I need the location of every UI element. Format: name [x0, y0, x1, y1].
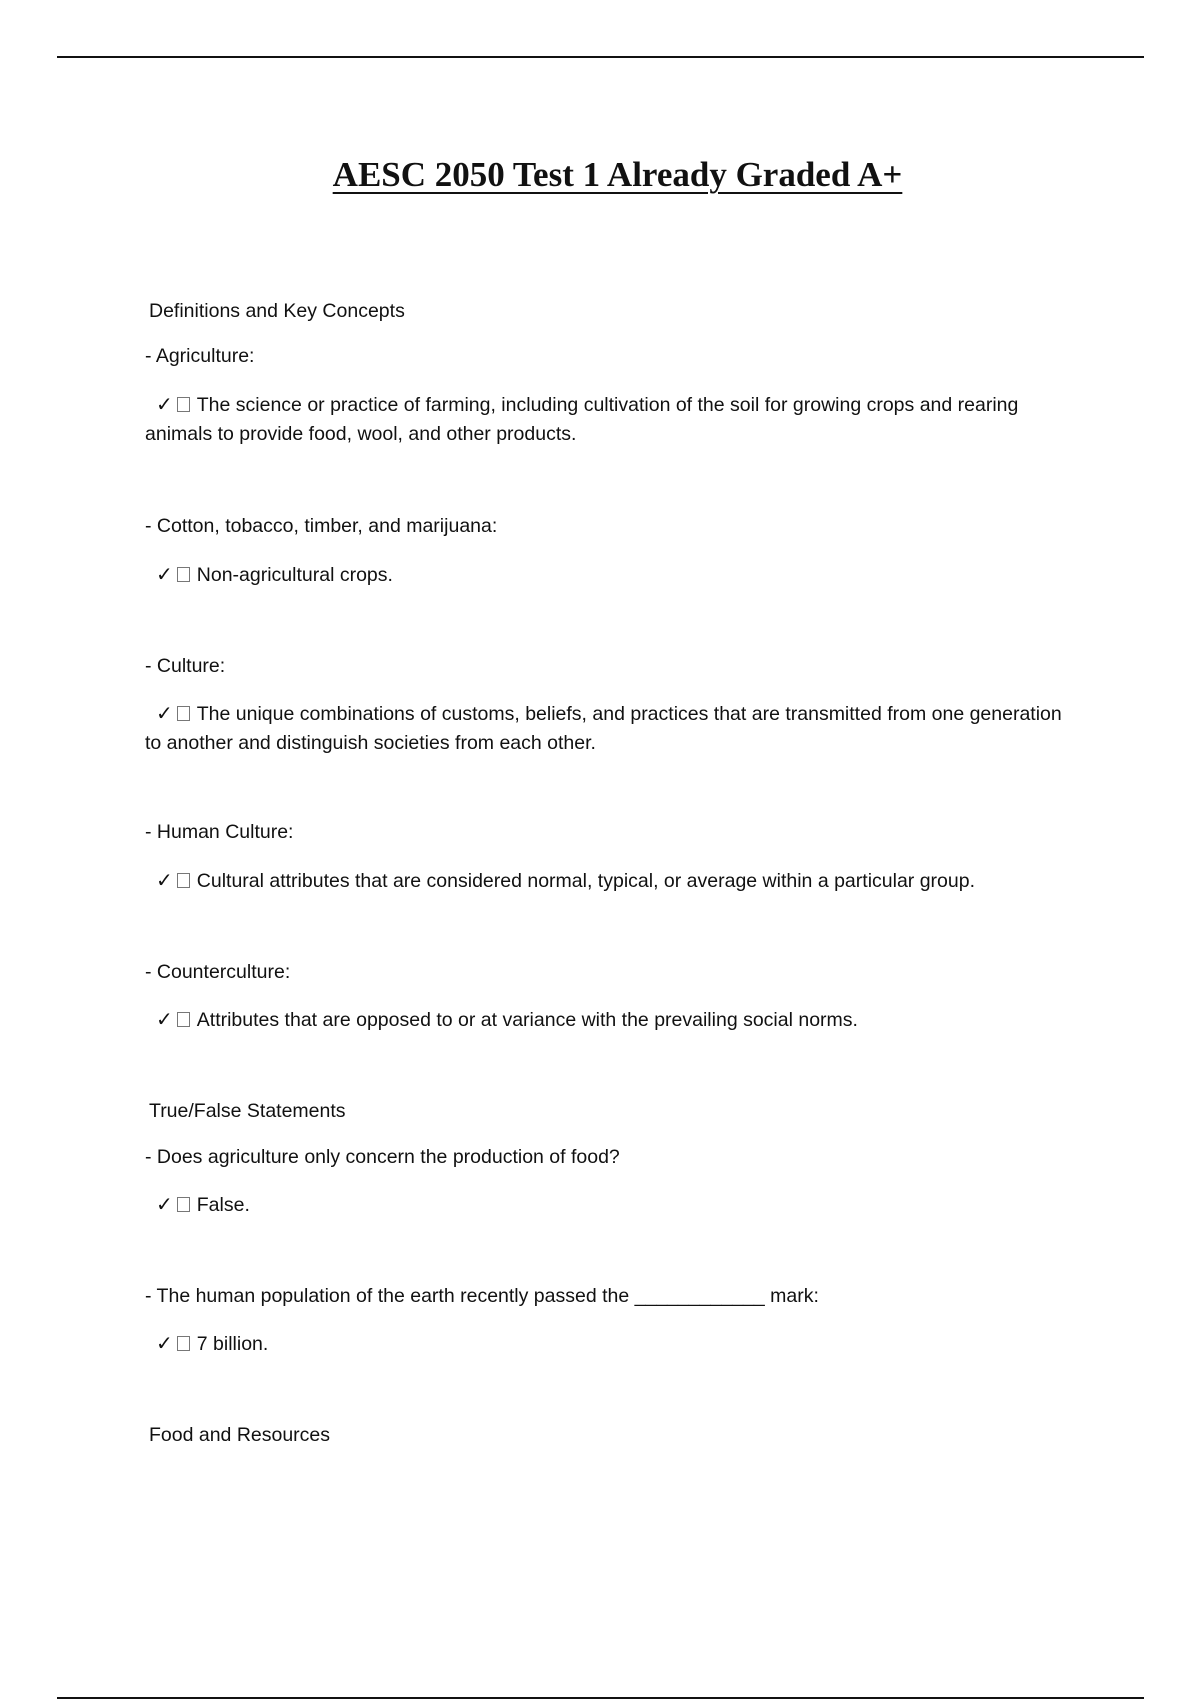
question-nonag-crops: - Cotton, tobacco, timber, and marijuana: [145, 515, 498, 537]
answer-text: Attributes that are opposed to or at variance with the prevailing social norms. [196, 1009, 858, 1031]
answer-text: False. [196, 1194, 250, 1216]
answer-text: 7 billion. [196, 1333, 269, 1355]
placeholder-box-icon [177, 1012, 190, 1027]
checkmark-icon: ✓ [156, 392, 173, 416]
section-heading-food: Food and Resources [149, 1424, 331, 1446]
answer-agriculture-food [145, 1190, 1080, 1220]
placeholder-box-icon [177, 1336, 190, 1351]
bottom-rule [57, 1697, 1144, 1699]
placeholder-box-icon [177, 706, 190, 721]
question-human-culture: - Human Culture: [145, 821, 294, 843]
checkmark-icon: ✓ [156, 562, 173, 586]
question-counterculture: - Counterculture: [145, 961, 291, 983]
document-title: AESC 2050 Test 1 Already Graded A+ [332, 155, 903, 194]
checkmark-icon: ✓ [156, 1007, 173, 1031]
answer-nonag-crops [145, 560, 1080, 590]
placeholder-box-icon [177, 567, 190, 582]
section-heading-true-false: True/False Statements [149, 1100, 346, 1122]
question-agriculture: - Agriculture: [145, 345, 255, 367]
question-agriculture-food: - Does agriculture only concern the production of food? [145, 1146, 620, 1168]
checkmark-icon: ✓ [156, 868, 173, 892]
placeholder-box-icon [177, 873, 190, 888]
checkmark-icon: ✓ [156, 701, 173, 725]
answer-population [145, 1329, 1080, 1359]
answer-agriculture [145, 390, 1080, 449]
answer-counterculture [145, 1005, 1080, 1035]
answer-text: The unique combinations of customs, beliefs, and practices that are transmitted from one generation to another and distinguish societies from each other. [145, 703, 1062, 754]
question-culture: - Culture: [145, 655, 226, 677]
top-rule [57, 56, 1144, 58]
checkmark-icon: ✓ [156, 1331, 173, 1355]
answer-text: The science or practice of farming, including cultivation of the soil for growing crops and rearing animals to provide food, wool, and other products. [145, 394, 1019, 445]
answer-culture [145, 699, 1080, 758]
placeholder-box-icon [177, 1197, 190, 1212]
answer-text: Cultural attributes that are considered normal, typical, or average within a particular group. [196, 870, 975, 892]
placeholder-box-icon [177, 397, 190, 412]
section-heading-definitions: Definitions and Key Concepts [149, 300, 405, 322]
answer-human-culture [145, 866, 1080, 896]
answer-text: Non-agricultural crops. [196, 564, 393, 586]
checkmark-icon: ✓ [156, 1192, 173, 1216]
question-population: - The human population of the earth recently passed the ____________ mark: [145, 1285, 819, 1307]
